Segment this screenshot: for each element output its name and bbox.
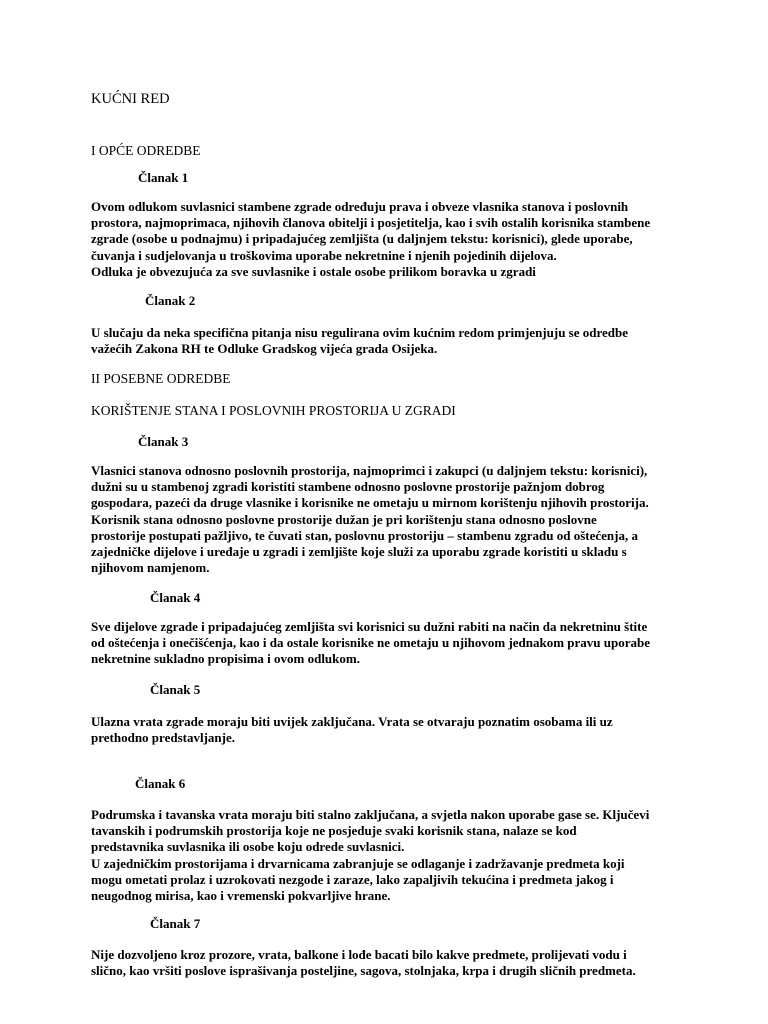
article-body-4	[91, 619, 681, 668]
article-line: neugodnog mirisa, kao i vremenski pokvarljive hrane.	[91, 888, 391, 904]
article-line: slično, kao vršiti poslove isprašivanja posteljine, sagova, stolnjaka, krpa i drugih sličnih predmeta.	[91, 963, 636, 979]
article-line: U zajedničkim prostorijama i drvarnicama zabranjuje se odlaganje i zadržavanje predmeta koji	[91, 855, 625, 871]
article-heading-3: Članak 3	[138, 434, 189, 449]
article-line: Vlasnici stanova odnosno poslovnih prostorija, najmoprimci i zakupci (u daljnjem tekstu: korisnici),	[91, 463, 648, 478]
section-heading-special: II POSEBNE ODREDBE	[91, 371, 231, 386]
article-body-3	[91, 463, 681, 576]
article-line: zajedničke dijelove i uređaje u zgradi i zemljište koje služi za uporabu zgrade koristiti u skladu s	[91, 544, 627, 560]
document-title: KUĆNI RED	[91, 91, 170, 107]
article-line: dužni su u stambenoj zgradi koristiti stambene odnosno poslovne prostorije pažnjom dobrog	[91, 479, 605, 495]
article-line: gospodara, pazeći da druge vlasnike i korisnike ne ometaju u mirnom korištenju njihovih prostorija.	[91, 495, 649, 511]
article-body-6	[91, 807, 681, 904]
article-heading-6: Članak 6	[135, 776, 186, 791]
article-heading-2: Članak 2	[145, 293, 196, 308]
article-heading-1: Članak 1	[138, 170, 189, 185]
article-line: Korisnik stana odnosno poslovne prostorije dužan je pri korištenju stana odnosno poslovne	[91, 511, 597, 527]
article-line: Ulazna vrata zgrade moraju biti uvijek zaključana. Vrata se otvaraju poznatim osobama ili uz	[91, 714, 613, 729]
article-heading-5: Članak 5	[150, 682, 201, 697]
article-body-7	[91, 947, 681, 979]
article-line: njihovom namjenom.	[91, 560, 210, 576]
article-line: zgrade (osobe u podnajmu) i pripadajućeg zemljišta (u daljnjem tekstu: korisnici), glede uporabe,	[91, 231, 633, 247]
article-body-2	[91, 325, 681, 357]
article-line: važećih Zakona RH te Odluke Gradskog vijeća grada Osijeka.	[91, 341, 438, 357]
section-heading-usage: KORIŠTENJE STANA I POSLOVNIH PROSTORIJA U ZGRADI	[91, 403, 456, 418]
article-line: tavanskih i podrumskih prostorija koje ne posjeduje svaki korisnik stana, nalaze se kod	[91, 823, 577, 839]
article-heading-7: Članak 7	[150, 916, 201, 931]
article-line: prostora, najmoprimaca, njihovih članova obitelji i posjetitelja, kao i svih ostalih korisnika stambene	[91, 215, 651, 231]
article-heading-4: Članak 4	[150, 590, 201, 605]
article-line: predstavnika suvlasnika ili osobe koju odrede suvlasnici.	[91, 839, 405, 855]
article-line: prostorije postupati pažljivo, te čuvati stan, poslovnu prostoriju – stambenu zgradu od oštećenja, a	[91, 527, 638, 543]
article-body-5	[91, 714, 681, 746]
section-heading-general: I OPĆE ODREDBE	[91, 143, 201, 158]
article-line: prethodno predstavljanje.	[91, 730, 235, 746]
article-line: Nije dozvoljeno kroz prozore, vrata, balkone i lođe bacati bilo kakve predmete, prolijevati vodu i	[91, 947, 627, 962]
article-line: U slučaju da neka specifična pitanja nisu regulirana ovim kućnim redom primjenjuju se odredbe	[91, 325, 629, 340]
article-line: Odluka je obvezujuća za sve suvlasnike i ostale osobe prilikom boravka u zgradi	[91, 263, 536, 279]
article-line: od oštećenja i onečišćenja, kao i da ostale korisnike ne ometaju u njihovom jednakom pravu uporabe	[91, 635, 651, 651]
article-line: Ovom odlukom suvlasnici stambene zgrade određuju prava i obveze vlasnika stanova i poslovnih	[91, 199, 629, 214]
article-line: Sve dijelove zgrade i pripadajućeg zemljišta svi korisnici su dužni rabiti na način da nekretninu štite	[91, 619, 648, 634]
article-body-1	[91, 199, 681, 280]
article-line: Podrumska i tavanska vrata moraju biti stalno zaključana, a svjetla nakon uporabe gase se. Ključevi	[91, 807, 650, 822]
article-line: mogu ometati prolaz i uzrokovati nezgode i zaraze, lako zapaljivih tekućina i predmeta jakog i	[91, 871, 614, 887]
article-line: čuvanja i sudjelovanja u troškovima uporabe nekretnine i njenih pojedinih dijelova.	[91, 247, 557, 263]
article-line: nekretnine sukladno propisima i ovom odlukom.	[91, 651, 360, 667]
